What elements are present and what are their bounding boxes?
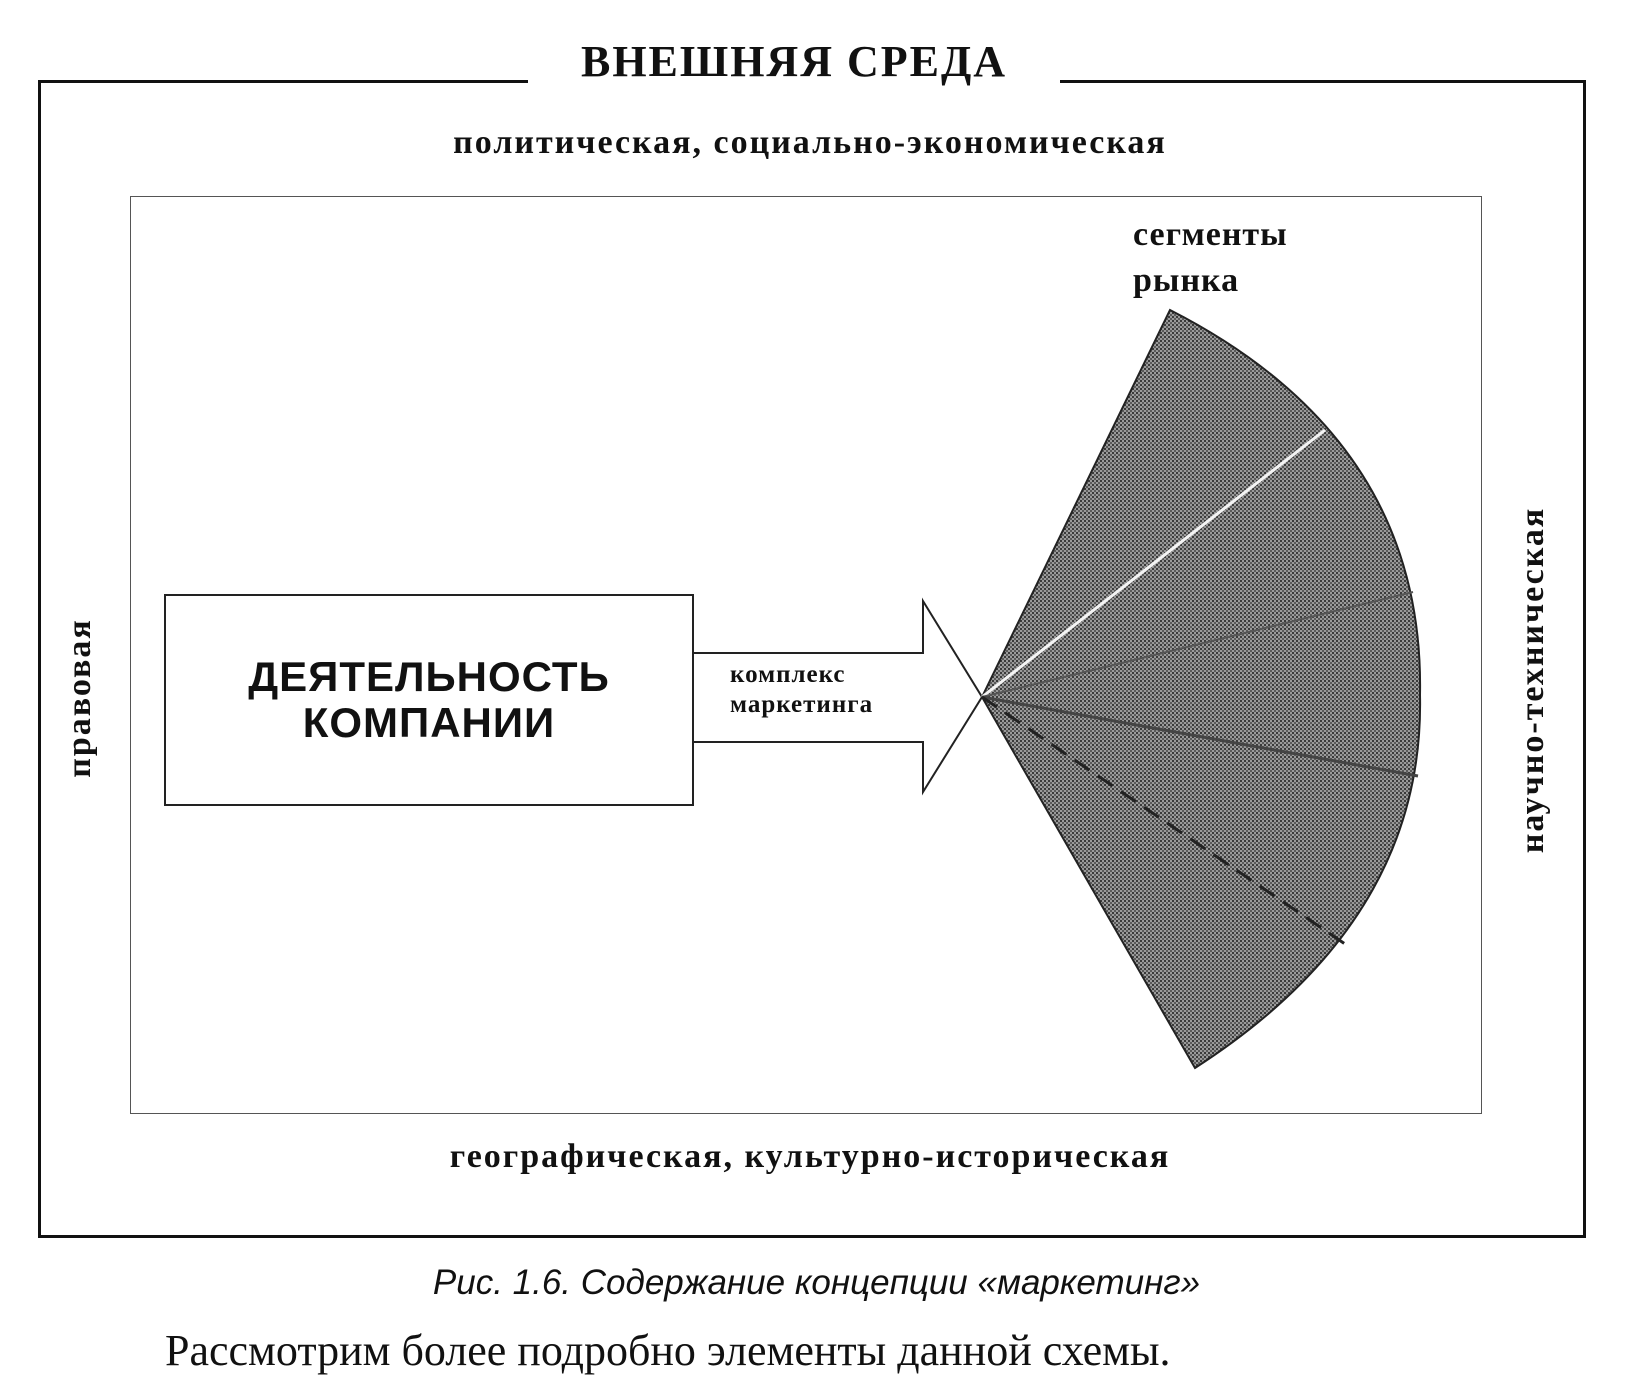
diagram-title: ВНЕШНЯЯ СРЕДА [580, 37, 1008, 86]
env-label-bottom: географическая, культурно-историческая [449, 1138, 1171, 1175]
env-label-right: научно-техническая [1514, 506, 1551, 854]
market-segments-fan [982, 310, 1420, 1068]
marketing-mix-label-line1: комплекс [730, 661, 846, 688]
company-activity-line2: КОМПАНИИ [302, 699, 556, 746]
market-segments-label-line2: рынка [1133, 262, 1240, 299]
env-label-left: правовая [61, 618, 98, 778]
figure-caption: Рис. 1.6. Содержание концепции «маркетинг» [432, 1263, 1201, 1302]
market-segments-label [1133, 212, 1288, 304]
company-activity-box [164, 594, 694, 806]
body-text: Рассмотрим более подробно элементы данной схемы. [165, 1326, 1171, 1375]
market-segments-label-line1: сегменты [1133, 216, 1288, 253]
company-activity-line1: ДЕЯТЕЛЬНОСТЬ [248, 653, 610, 700]
env-label-top: политическая, социально-экономическая [453, 124, 1167, 161]
marketing-mix-label-line2: маркетинга [730, 691, 874, 718]
marketing-mix-label [730, 660, 873, 720]
